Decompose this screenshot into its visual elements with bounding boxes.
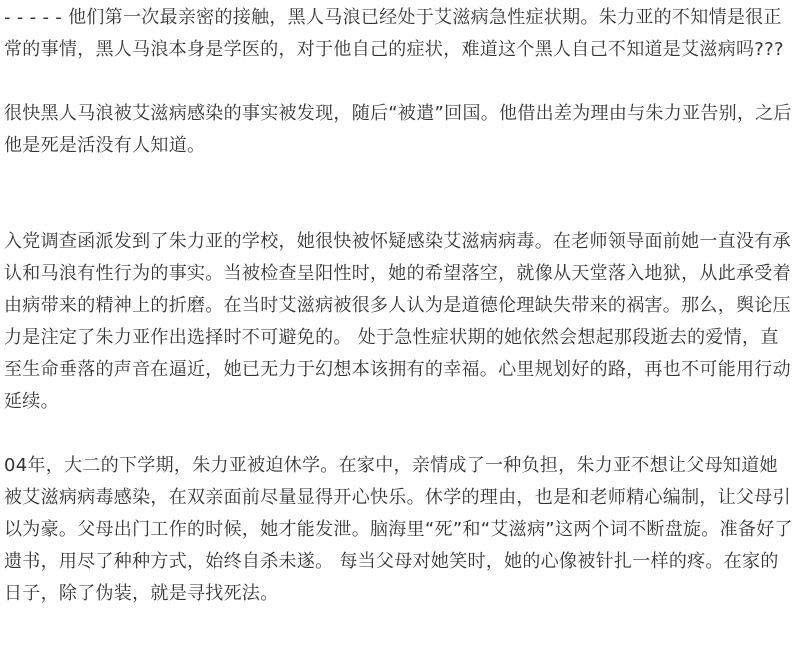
paragraph-first-contact: - - - - - 他们第一次最亲密的接触，黑人马浪已经处于艾滋病急性症状期。朱力亚的不知情是很正常的事情，黑人马浪本身是学医的，对于他自己的症状，难道这个黑人自己不知道是艾滋病吗??? [4,7,784,60]
paragraph-diagnosis: 入党调查函派发到了朱力亚的学校，她很快被怀疑感染艾滋病病毒。在老师领导面前她一直没有承认和马浪有性行为的事实。当被检查呈阳性时，她的希望落空，就像从天堂落入地狱，从此承受着由病带来的精神上的折磨。在当时艾滋病被很多人认为是道德伦理缺失带来的祸害。那么，舆论压力是注定了朱力亚作出选择时不可避免的。 处于急性症状期的她依然会想起那段逝去的爱情，直至生命垂落的声音在逼近，她已无力于幻想本该拥有的幸福。心里规划好的路，再也不可能用行动延续。 [4,231,791,412]
paragraph-return-home: 很快黑人马浪被艾滋病感染的事实被发现，随后“被遣”回国。他借出差为理由与朱力亚告别，之后他是死是活没有人知道。 [4,103,792,156]
paragraph-leave-of-absence: 04年，大二的下学期，朱力亚被迫休学。在家中，亲情成了一种负担，朱力亚不想让父母知道她被艾滋病病毒感染，在双亲面前尽量显得开心快乐。休学的理由，也是和老师精心编制，让父母引以为豪。父母出门工作的时候，她才能发泄。脑海里“死”和“艾滋病”这两个词不断盘旋。准备好了遗书，用尽了种种方式，始终自杀未遂。 每当父母对她笑时，她的心像被针扎一样的疼。在家的日子，除了伪装，就是寻找死法。 [4,455,793,604]
article-body [4,0,796,610]
